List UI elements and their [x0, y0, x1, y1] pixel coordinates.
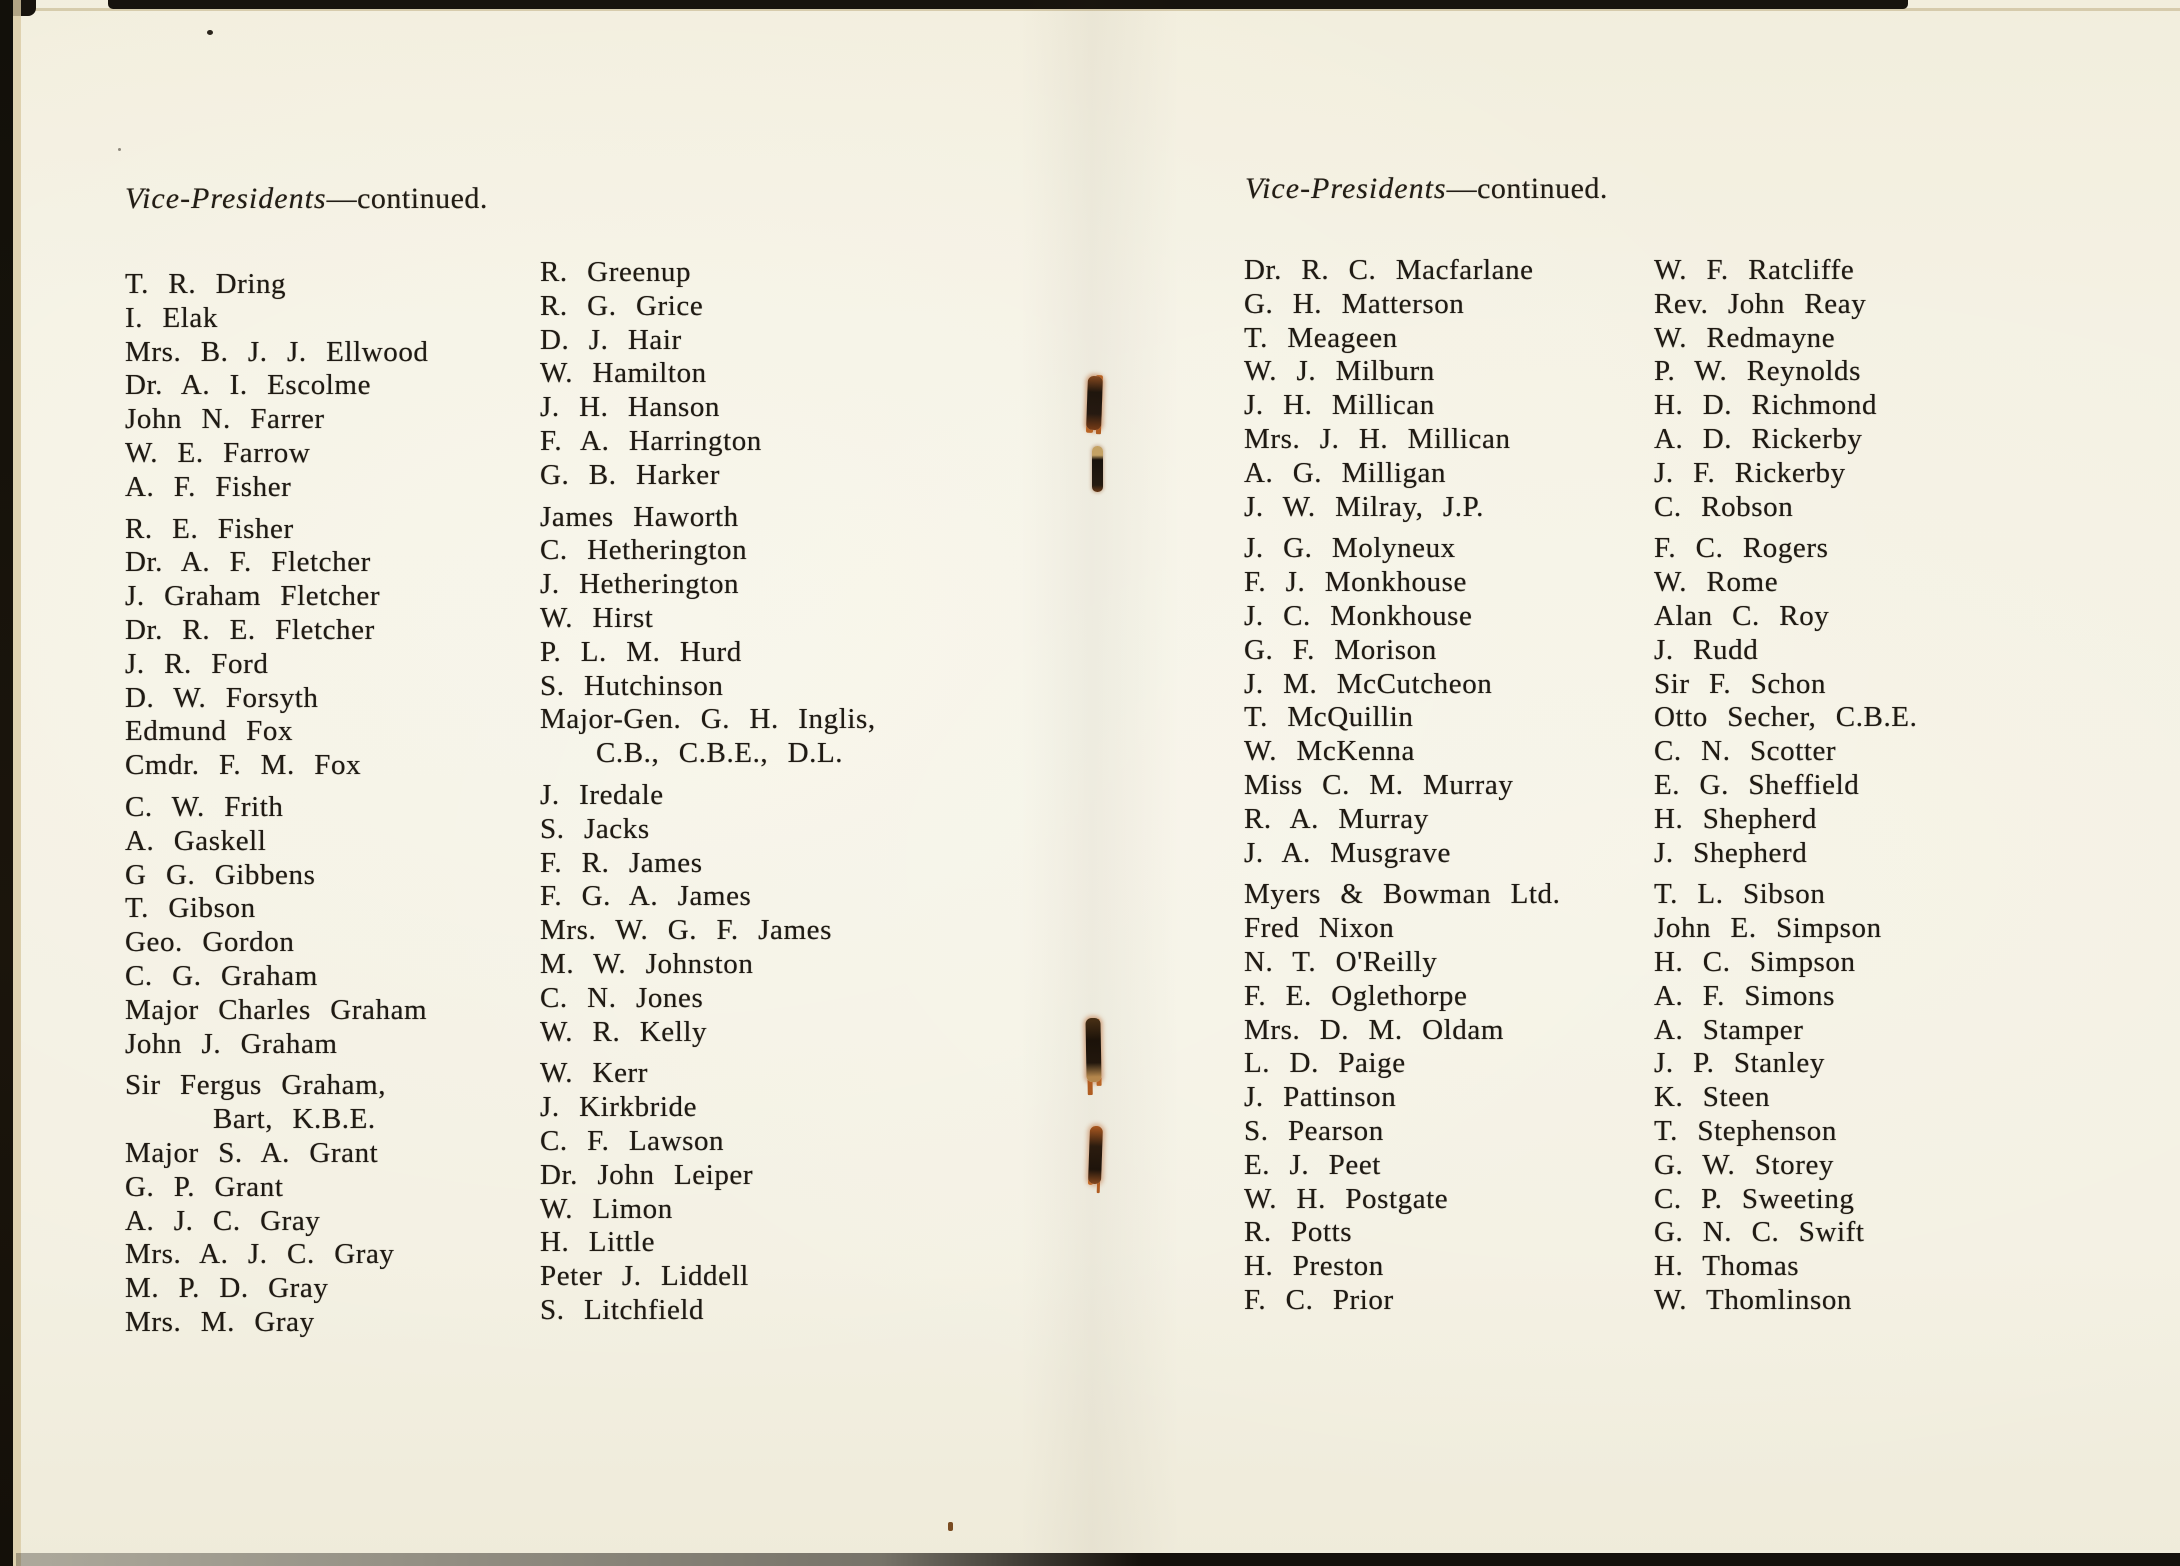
vice-president-name: F. C. Rogers	[1654, 532, 1829, 565]
vice-president-name: J. W. Milray, J.P.	[1244, 490, 1484, 523]
vice-president-name: C. P. Sweeting	[1654, 1182, 1855, 1215]
vice-president-name: C.B., C.B.E., D.L.	[596, 737, 844, 770]
vice-president-name: Fred Nixon	[1244, 912, 1395, 945]
vice-president-name: P. W. Reynolds	[1654, 355, 1861, 388]
vice-president-name: R. A. Murray	[1244, 802, 1429, 835]
name-group	[125, 513, 429, 783]
vice-president-name: G. P. Grant	[125, 1170, 284, 1203]
vice-president-name: T. Meageen	[1244, 321, 1398, 354]
vice-president-name: J. Graham Fletcher	[125, 580, 381, 613]
vice-president-name: W. Limon	[540, 1192, 673, 1225]
name-group	[1654, 878, 1917, 1317]
vice-president-name: James Haworth	[540, 500, 739, 533]
vice-president-name: Mrs. D. M. Oldam	[1244, 1013, 1504, 1046]
page-right	[1242, 158, 2172, 1368]
staple-rust-stain	[1088, 1126, 1103, 1184]
vice-president-name: G. W. Storey	[1654, 1148, 1835, 1181]
staple-rust-stain	[1092, 446, 1103, 492]
vice-president-name: Rev. John Reay	[1654, 287, 1867, 320]
name-column	[1244, 254, 1560, 1318]
vice-president-name: K. Steen	[1654, 1081, 1771, 1114]
vice-president-name: J. A. Musgrave	[1244, 836, 1451, 869]
vice-president-name: J. R. Ford	[125, 647, 269, 680]
vice-president-name: Myers & Bowman Ltd.	[1244, 878, 1561, 911]
vice-president-name: Dr. R. E. Fletcher	[125, 613, 375, 646]
vice-president-name: T. L. Sibson	[1654, 878, 1826, 911]
section-heading-italic: Vice-Presidents	[1245, 172, 1447, 205]
vice-president-name: S. Pearson	[1244, 1114, 1384, 1147]
name-group	[1654, 532, 1917, 870]
vice-president-name: W. H. Postgate	[1244, 1182, 1449, 1215]
vice-president-name: S. Hutchinson	[540, 669, 724, 702]
vice-president-name: J. H. Millican	[1244, 389, 1435, 422]
vice-president-name: A. F. Simons	[1654, 979, 1835, 1012]
vice-president-name: Mrs. A. J. C. Gray	[125, 1238, 395, 1271]
vice-president-name: Cmdr. F. M. Fox	[125, 749, 362, 782]
vice-president-name: Major Charles Graham	[125, 993, 428, 1026]
vice-president-name: J. F. Rickerby	[1654, 456, 1846, 489]
vice-president-name: Dr. A. I. Escolme	[125, 369, 372, 402]
name-group	[125, 791, 429, 1061]
vice-president-name: F. E. Oglethorpe	[1244, 979, 1468, 1012]
scan-speck	[118, 148, 121, 151]
vice-president-name: J. G. Molyneux	[1244, 532, 1456, 565]
name-column	[540, 256, 876, 1328]
vice-president-name: W. McKenna	[1244, 735, 1415, 768]
vice-president-name: P. L. M. Hurd	[540, 635, 742, 668]
section-heading	[1245, 172, 1608, 206]
name-group	[125, 268, 429, 505]
vice-president-name: Mrs. B. J. J. Ellwood	[125, 335, 429, 368]
vice-president-name: M. P. D. Gray	[125, 1272, 329, 1305]
name-group	[540, 1057, 876, 1327]
vice-president-name: R. Potts	[1244, 1216, 1353, 1249]
vice-president-name: M. W. Johnston	[540, 947, 754, 980]
vice-president-name: D. J. Hair	[540, 323, 682, 356]
scan-speck	[948, 1522, 953, 1531]
vice-president-name: H. Little	[540, 1226, 656, 1259]
vice-president-name: G. N. C. Swift	[1654, 1216, 1865, 1249]
vice-president-name: R. E. Fisher	[125, 512, 294, 545]
vice-president-name: Dr. John Leiper	[540, 1158, 754, 1191]
vice-president-name: C. Robson	[1654, 490, 1794, 523]
name-group	[540, 779, 876, 1049]
vice-president-name: G G. Gibbens	[125, 858, 316, 891]
scan-edge-top	[108, 0, 1908, 9]
name-group	[125, 1069, 429, 1339]
vice-president-name: H. Shepherd	[1654, 802, 1817, 835]
section-heading-continued: —continued.	[1446, 172, 1608, 205]
vice-president-name: J. H. Hanson	[540, 391, 720, 424]
vice-president-name: Peter J. Liddell	[540, 1260, 749, 1293]
vice-president-name: J. Shepherd	[1654, 836, 1808, 869]
vice-president-name: Geo. Gordon	[125, 926, 295, 959]
vice-president-name: Mrs. M. Gray	[125, 1305, 315, 1338]
vice-president-name: W. E. Farrow	[125, 436, 311, 469]
vice-president-name: H. Preston	[1244, 1250, 1384, 1283]
scan-speck	[207, 30, 213, 35]
vice-president-name: Edmund Fox	[125, 715, 294, 748]
vice-president-name: John N. Farrer	[125, 403, 325, 436]
vice-president-name: C. Hetherington	[540, 534, 748, 567]
vice-president-name: C. G. Graham	[125, 959, 318, 992]
vice-president-name: A. D. Rickerby	[1654, 422, 1863, 455]
vice-president-name: J. Iredale	[540, 778, 664, 811]
vice-president-name: G. H. Matterson	[1244, 287, 1465, 320]
vice-president-name: E. J. Peet	[1244, 1148, 1381, 1181]
vice-president-name: Sir F. Schon	[1654, 667, 1827, 700]
vice-president-name: T. McQuillin	[1244, 701, 1414, 734]
vice-president-name: D. W. Forsyth	[125, 681, 319, 714]
vice-president-name: R. Greenup	[540, 256, 692, 288]
vice-president-name: W. R. Kelly	[540, 1015, 708, 1048]
vice-president-name: Mrs. W. G. F. James	[540, 914, 832, 947]
vice-president-name: S. Jacks	[540, 812, 650, 845]
page-left	[122, 168, 1032, 1368]
vice-president-name: F. R. James	[540, 846, 703, 879]
section-heading-italic: Vice-Presidents	[125, 182, 327, 215]
scan-edge-left-highlight	[13, 0, 21, 1566]
vice-president-name: W. Hamilton	[540, 357, 707, 390]
vice-president-name: G. F. Morison	[1244, 633, 1437, 666]
vice-president-name: Otto Secher, C.B.E.	[1654, 701, 1918, 734]
name-column	[1654, 254, 1917, 1318]
vice-president-name: W. Kerr	[540, 1057, 648, 1090]
vice-president-name: J. Pattinson	[1244, 1081, 1397, 1114]
vice-president-name: Major S. A. Grant	[125, 1136, 379, 1169]
vice-president-name: J. Hetherington	[540, 568, 740, 601]
vice-president-name: T. Gibson	[125, 892, 256, 925]
vice-president-name: H. C. Simpson	[1654, 945, 1856, 978]
vice-president-name: J. Rudd	[1654, 633, 1759, 666]
vice-president-name: H. D. Richmond	[1654, 389, 1878, 422]
vice-president-name: John J. Graham	[125, 1027, 338, 1060]
name-group	[1244, 878, 1560, 1317]
name-column	[125, 268, 429, 1340]
vice-president-name: A. Stamper	[1654, 1013, 1804, 1046]
vice-president-name: W. Redmayne	[1654, 321, 1836, 354]
vice-president-name: Dr. A. F. Fletcher	[125, 546, 371, 579]
vice-president-name: F. C. Prior	[1244, 1283, 1394, 1316]
section-heading-continued: —continued.	[326, 182, 488, 215]
vice-president-name: Sir Fergus Graham,	[125, 1069, 387, 1102]
vice-president-name: C. N. Jones	[540, 981, 704, 1014]
vice-president-name: J. P. Stanley	[1654, 1047, 1825, 1080]
vice-president-name: Bart, K.B.E.	[213, 1103, 376, 1136]
vice-president-name: T. R. Dring	[125, 268, 287, 300]
vice-president-name: W. F. Ratcliffe	[1654, 254, 1855, 286]
vice-president-name: John E. Simpson	[1654, 912, 1882, 945]
vice-president-name: F. G. A. James	[540, 880, 752, 913]
vice-president-name: Mrs. J. H. Millican	[1244, 422, 1511, 455]
vice-president-name: W. Thomlinson	[1654, 1283, 1852, 1316]
vice-president-name: A. G. Milligan	[1244, 456, 1447, 489]
vice-president-name: E. G. Sheffield	[1654, 768, 1860, 801]
vice-president-name: H. Thomas	[1654, 1250, 1800, 1283]
vice-president-name: C. N. Scotter	[1654, 735, 1837, 768]
staple-rust-stain	[1086, 376, 1103, 430]
vice-president-name: Major-Gen. G. H. Inglis,	[540, 703, 876, 736]
vice-president-name: W. J. Milburn	[1244, 355, 1435, 388]
vice-president-name: C. W. Frith	[125, 790, 284, 823]
vice-president-name: W. Hirst	[540, 601, 654, 634]
vice-president-name: A. F. Fisher	[125, 470, 292, 503]
vice-president-name: S. Litchfield	[540, 1293, 705, 1326]
name-group	[1244, 254, 1560, 524]
vice-president-name: Dr. R. C. Macfarlane	[1244, 254, 1534, 286]
name-group	[1654, 254, 1917, 524]
scan-edge-left	[0, 0, 13, 1566]
vice-president-name: I. Elak	[125, 301, 218, 334]
vice-president-name: C. F. Lawson	[540, 1124, 725, 1157]
name-group	[540, 256, 876, 493]
vice-president-name: F. J. Monkhouse	[1244, 566, 1467, 599]
section-heading	[125, 182, 488, 216]
vice-president-name: Miss C. M. Murray	[1244, 768, 1514, 801]
vice-president-name: Alan C. Roy	[1654, 599, 1830, 632]
staple-rust-stain	[1085, 1018, 1101, 1082]
vice-president-name: A. J. C. Gray	[125, 1204, 321, 1237]
vice-president-name: F. A. Harrington	[540, 424, 762, 457]
vice-president-name: N. T. O'Reilly	[1244, 945, 1438, 978]
vice-president-name: R. G. Grice	[540, 289, 704, 322]
name-group	[540, 501, 876, 771]
vice-president-name: L. D. Paige	[1244, 1047, 1406, 1080]
vice-president-name: J. M. McCutcheon	[1244, 667, 1493, 700]
vice-president-name: A. Gaskell	[125, 824, 267, 857]
vice-president-name: T. Stephenson	[1654, 1114, 1837, 1147]
scan-edge-bottom	[16, 1553, 2180, 1566]
vice-president-name: J. Kirkbride	[540, 1091, 698, 1124]
name-group	[1244, 532, 1560, 870]
vice-president-name: G. B. Harker	[540, 458, 720, 491]
vice-president-name: W. Rome	[1654, 566, 1779, 599]
vice-president-name: J. C. Monkhouse	[1244, 599, 1473, 632]
